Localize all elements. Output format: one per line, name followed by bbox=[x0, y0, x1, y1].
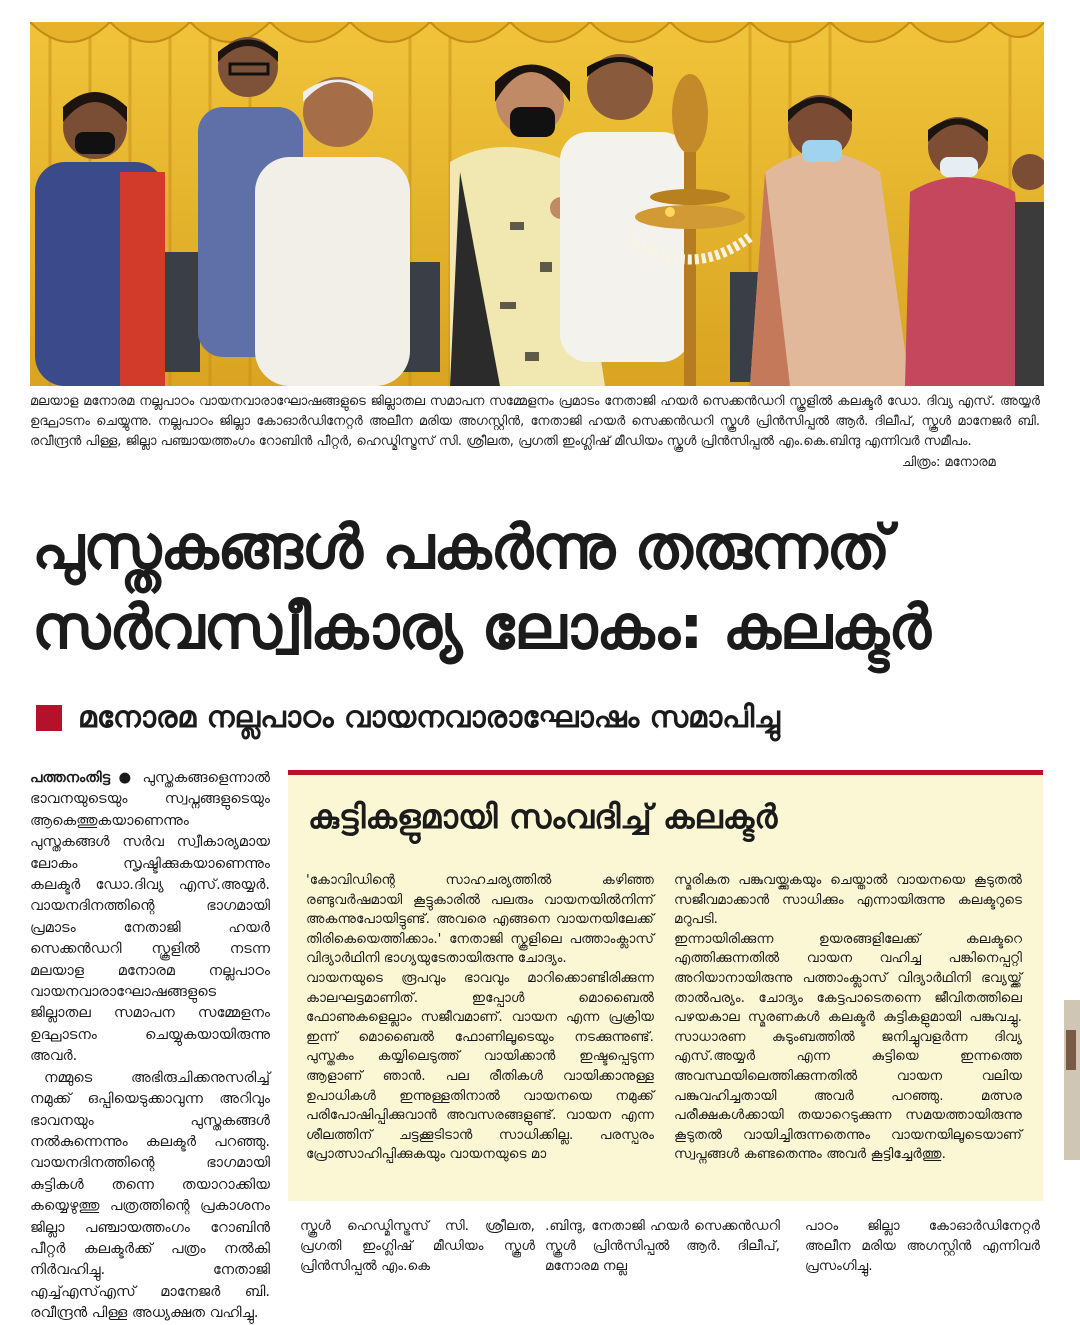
sidebar-paragraph-2: വായനയുടെ രൂപവും ഭാവവും മാറിക്കൊണ്ടിരിക്കുന്ന കാലഘട്ടമാണിത്. ഇപ്പോൾ മൊബൈൽ ഫോണുകളെല്ലാം സജീവമാണ്. വായന എന്ന പ്രക്രിയ ഇന്ന് മൊബൈൽ ഫോണിലൂടെയും നടക്കുന്നുണ്ട്. പുസ്തകം കയ്യിലെടുത്ത് വായിക്കാൻ ഇഷ്ടപ്പെടുന്ന ആളാണ് ഞാൻ. പല രീതികൾ വായിക്കാനുള്ള ഉപാധികൾ ഇന്നുള്ളതിനാൽ വായനയെ നമുക്ക് പരിപോഷിപ്പിക്കുവാൻ അവസരങ്ങളുണ്ട്. വായന എന്ന ശീലത്തിന് ചട്ടക്കൂടിടാൻ സാധിക്കില്ല. പരസ്പരം പ്രോത്സാഹിപ്പിക്കുകയും വായനയുടെ മാ bbox=[306, 969, 654, 1163]
bottom-column-1: സ്കൂൾ ഹെഡ്മിസ്ട്രസ് സി. ശ്രീലത, പ്രഗതി ഇംഗ്ലിഷ് മീഡിയം സ്കൂൾ പ്രിൻസിപ്പൽ എം.കെ bbox=[300, 1218, 535, 1274]
lamp-lighting-photo bbox=[30, 22, 1044, 386]
main-story-column bbox=[30, 768, 270, 1325]
story-paragraph-1 bbox=[30, 768, 270, 1068]
sidebar-paragraph-4: ഇന്നായിരിക്കുന്ന ഉയരങ്ങളിലേക്ക് കലക്ടറെ എത്തിക്കുന്നതിൽ വായന വഹിച്ച പങ്കിനെപ്പറ്റി അറിയാനായിരുന്നു പത്താംക്ലാസ് വിദ്യാർഥിനി ഭവ്യയ്ക്ക് താൽപര്യം. ചോദ്യം കേട്ടപാടെതന്നെ ജീവിതത്തിലെ പഴയകാല സ്മരണകൾ കലക്ടർ കുട്ടികളുമായി പങ്കുവച്ചു. സാധാരണ കുടുംബത്തിൽ ജനിച്ചുവളർന്ന ദിവ്യ എസ്.അയ്യർ എന്ന കുട്ടിയെ ഇന്നത്തെ അവസ്ഥയിലെത്തിക്കുന്നതിൽ വായന വലിയ പങ്കുവഹിച്ചതായി അവർ പറഞ്ഞു. മത്സര പരീക്ഷകൾക്കായി തയാറെടുക്കുന്ന സമയത്തായിരുന്നു കൂടുതൽ വായിച്ചിരുന്നതെന്നും വായനയിലൂടെയാണ് സ്വപ്നങ്ങൾ കണ്ടതെന്നും അവർ കൂട്ടിച്ചേർത്തു. bbox=[674, 930, 1022, 1163]
story-paragraph-2: നമ്മുടെ അഭിരുചിക്കനുസരിച്ച് നമുക്ക് ഒപ്പിയെടുക്കാവുന്ന അറിവും ഭാവനയും പുസ്തകങ്ങൾ നൽകുന്നെന്നും കലക്ടർ പറഞ്ഞു. വായനദിനത്തിന്റെ ഭാഗമായി കുട്ടികൾ തന്നെ തയാറാക്കിയ കയ്യെഴുത്തു പത്രത്തിന്റെ പ്രകാശനം ജില്ലാ പഞ്ചായത്തംഗം റോബിൻ പീറ്റർ കലക്ടർക്ക് പത്രം നൽകി നിർവഹിച്ചു. നേതാജി എച്ച്എസ്എസ് മാനേജർ ബി. രവീന്ദ്രൻ പിള്ള അധ്യക്ഷത വഹിച്ചു. bbox=[30, 1069, 270, 1322]
bottom-column-3: പാഠം ജില്ലാ കോഓർഡിനേറ്റർ അലീന മരിയ അഗസ്റ്റിൻ എന്നിവർ പ്രസംഗിച്ചു. bbox=[805, 1218, 1040, 1274]
sidebar-paragraph-1: 'കോവിഡിന്റെ സാഹചര്യത്തിൽ കഴിഞ്ഞ രണ്ടുവർഷമായി കൂട്ടുകാരിൽ പലരും വായനയിൽനിന്ന് അകന്നുപോയിട്ടുണ്ട്. അവരെ എങ്ങനെ വായനയിലേക്ക് തിരികെയെത്തിക്കാം.' നേതാജി സ്കൂളിലെ പത്താംക്ലാസ് വിദ്യാർഥിനി ഭാഗ്യയുടേതായിരുന്നു ചോദ്യം. bbox=[306, 872, 654, 967]
news-photo bbox=[30, 22, 1044, 386]
page-edge-graphic bbox=[1060, 0, 1080, 1300]
adjacent-page-edge bbox=[1060, 0, 1080, 1300]
red-square-icon bbox=[36, 705, 62, 731]
headline-line-2: സർവസ്വീകാര്യ ലോകം: കലക്ടർ bbox=[32, 592, 930, 663]
subheadline bbox=[36, 700, 780, 735]
sidebar-box bbox=[288, 770, 1043, 1201]
sidebar-column-1 bbox=[306, 871, 654, 1165]
sidebar-paragraph-3: സ്മരികത പങ്കുവയ്ക്കുകയും ചെയ്താൽ വായനയെ കൂടുതൽ സജീവമാക്കാൻ സാധിക്കും എന്നായിരുന്നു കലക്ടറുടെ മറുപടി. bbox=[674, 872, 1022, 928]
story-paragraph-1-text: പുസ്തകങ്ങളെന്നാൽ ഭാവനയുടെയും സ്വപ്നങ്ങളുടെയും ആകെത്തുകയാണെന്നും പുസ്തകങ്ങൾ സർവ സ്വീകാര്യമായ ലോകം സൃഷ്ടിക്കുകയാണെന്നും കലക്ടർ ഡോ.ദിവ്യ എസ്.അയ്യർ. വായനദിനത്തിന്റെ ഭാഗമായി പ്രമാടം നേതാജി ഹയർ സെക്കൻഡറി സ്കൂളിൽ നടന്ന മലയാള മനോരമ നല്ലപാഠം വായനവാരാഘോഷങ്ങളുടെ ജില്ലാതല സമാപന സമ്മേളനം ഉദ്ഘാടനം ചെയ്യുകയായിരുന്നു അവർ. bbox=[30, 770, 270, 1065]
headline bbox=[32, 508, 1042, 668]
sidebar-column-2 bbox=[674, 871, 1022, 1165]
dateline: പത്തനംതിട്ട ● bbox=[30, 770, 135, 786]
photo-credit: ചിത്രം: മനോരമ bbox=[902, 455, 996, 470]
subheadline-text: മനോരമ നല്ലപാഠം വായനവാരാഘോഷം സമാപിച്ചു bbox=[78, 700, 780, 735]
photo-caption: മലയാള മനോരമ നല്ലപാഠം വായനവാരാഘോഷങ്ങളുടെ ജില്ലാതല സമാപന സമ്മേളനം പ്രമാടം നേതാജി ഹയർ സെക്കൻഡറി സ്കൂളിൽ കലക്ടർ ഡോ. ദിവ്യ എസ്. അയ്യർ ഉദ്ഘാടനം ചെയ്യുന്നു. നല്ലപാഠം ജില്ലാ കോഓർഡിനേറ്റർ അലീന മരിയ അഗസ്റ്റിൻ, നേതാജി ഹയർ സെക്കൻഡറി സ്കൂൾ പ്രിൻസിപ്പൽ ആർ. ദിലീപ്, സ്കൂൾ മാനേജർ ബി. രവീന്ദ്രൻ പിള്ള, ജില്ലാ പഞ്ചായത്തംഗം റോബിൻ പീറ്റർ, ഹെഡ്മിസ്ട്രസ് സി. ശ്രീലത, പ്രഗതി ഇംഗ്ലിഷ് മീഡിയം സ്കൂൾ പ്രിൻസിപ്പൽ എം.കെ.ബിന്ദു എന്നിവർ സമീപം. bbox=[30, 394, 1040, 449]
headline-line-1: പുസ്തകങ്ങൾ പകർന്നു തരുന്നത് bbox=[32, 512, 890, 583]
bottom-column-2: .ബിന്ദു, നേതാജി ഹയർ സെക്കൻഡറി സ്കൂൾ പ്രിൻസിപ്പൽ ആർ. ദിലീപ്, മനോരമ നല്ല bbox=[545, 1218, 780, 1274]
sidebar-title: കുട്ടികളുമായി സംവദിച്ച് കലക്ടർ bbox=[308, 797, 778, 836]
